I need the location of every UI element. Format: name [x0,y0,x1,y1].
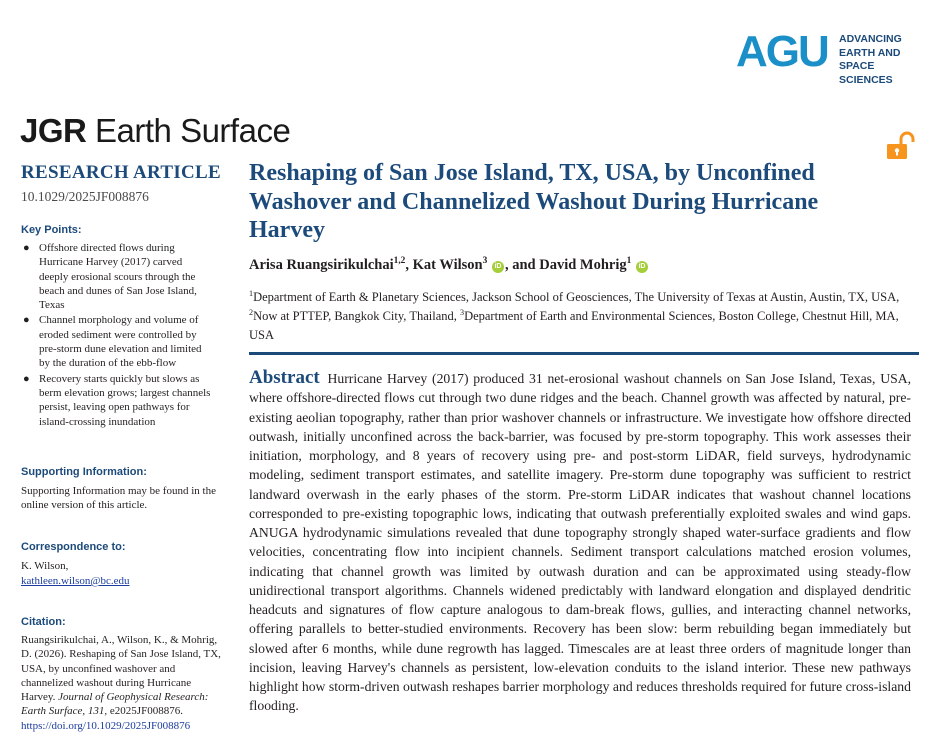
agu-logo-mark: AGU [736,27,828,76]
open-lock-icon[interactable] [886,131,918,161]
affiliation-text: Department of Earth and Environmental Sciences, Boston College, Chestnut Hill, MA, USA [249,309,899,342]
key-point-text: Channel morphology and volume of eroded sediment were controlled by pre-storm dune elevation and limited by the duration of the ebb-flow [39,314,202,370]
affiliation-text: Now at PTTEP, Bangkok City, Thailand, [253,309,460,323]
orcid-icon[interactable]: iD [636,261,648,273]
affiliation-marker: 3 [460,307,465,317]
key-point [21,372,213,429]
bullet-icon: ● [23,372,30,385]
agu-tagline-line: EARTH AND [839,46,901,59]
author-separator: , [405,257,413,273]
journal-name [20,112,290,150]
author-separator: , and [504,257,540,273]
article-doi[interactable]: 10.1029/2025JF008876 [21,189,149,204]
citation-id: e2025JF008876. [107,705,183,718]
article-title: Reshaping of San Jose Island, TX, USA, by Unconfined Washover and Channelized Washout During Hurricane Harvey [249,160,819,243]
author-affiliation-marker: 1 [626,256,632,267]
abstract-text: Hurricane Harvey (2017) produced 31 net-erosional washout channels on San Jose Island, Texas, USA, where offshore-directed flows cut through two dune ridges and the beach. Channel growth was affected by natural, pre-existing aeolian topography, rather than prior washover channels or infrastructure. We investigate how offshore directed outwash, initially unconfined across the back-barrier, was focused by pre-storm topography. This work assesses their initiation, morphology, and 8 years of recovery using pre- and post-storm LiDAR, field surveys, hydrodynamic modeling, sediment transport estimates, and satellite imagery. Pre-storm dune topography was sufficient to restrict landward overwash in the early phases of the storm. Pre-storm LiDAR indicates that washout channel locations corresponded to pre-existing topographic lows, indicating that outwash preferentially exploited swales and wind gaps. ANUGA hydrodynamic simulations revealed that dune topography strongly shaped water-surface gradients and flow velocities, concentrating flow into incipient channels. Sediment transport calculations matched erosion volumes, indicating that channel growth was limited by outwash duration and can be approximated using steady-flow unidirectional transport algorithms. Channels widened predictably with landward elongation and displayed dendritic headcuts and signatures of flow capture analogous to dam-break flows, gullies, and interacting channel networks, offering parallels to better-studied environments. Recovery has been slow: berm rebuilding began immediately but slowed after 6 months, while dune regrowth has lagged. Timescales are at least three orders of magnitude longer than incision, leaving Harvey's channels as persistent, low-elevation conduits to the island interior. These new pathways highlight how storm-driven outwash reshapes barrier morphology and reduces thresholds required for future cross-island flooding. [249,371,911,714]
affiliation-marker: 1 [249,288,254,298]
key-point-text: Recovery starts quickly but slows as berm elevation grows; largest channels persist, leaving open pathways for island-crossing inundation [39,372,211,428]
citation-text [21,633,221,733]
supporting-info-heading: Supporting Information: [21,466,147,478]
citation-heading: Citation: [21,616,66,628]
orcid-icon[interactable]: iD [492,261,504,273]
author-name[interactable]: David Mohrig [539,257,627,273]
key-points-list [21,241,213,430]
agu-tagline [839,33,926,87]
author-name[interactable]: Kat Wilson [412,257,483,273]
correspondence-heading: Correspondence to: [21,541,126,553]
abstract [249,368,911,716]
journal-prefix: JGR [20,112,87,149]
correspondence-email-link[interactable]: kathleen.wilson@bc.edu [21,575,130,587]
agu-tagline-line: ADVANCING [839,33,902,45]
agu-logo[interactable] [736,27,926,86]
citation-body: Ruangsirikulchai, A., Wilson, K., & Mohrig, D. (2026). Reshaping of San Jose Island, TX, USA, by unconfined washover and channelized washout during Hurricane Harvey. [21,634,221,704]
affiliation-marker: 2 [249,307,254,317]
key-point [21,241,213,312]
author-affiliation-marker: 3 [482,256,488,267]
supporting-info-text: Supporting Information may be found in the online version of this article. [21,485,216,512]
bullet-icon: ● [23,242,30,254]
key-point-text: Offshore directed flows during Hurricane Harvey (2017) carved deeply erosional scours through the beach and dunes of San Jose Island, Texas [39,242,197,312]
key-point [21,313,213,370]
author-affiliation-marker: 1,2 [393,256,406,267]
author-name[interactable]: Arisa Ruangsirikulchai [249,257,394,273]
author-list [249,257,649,274]
article-type: RESEARCH ARTICLE [21,162,221,183]
key-points-heading: Key Points: [21,224,82,236]
divider [249,352,919,355]
affiliation-text: Department of Earth & Planetary Sciences, Jackson School of Geosciences, The University of Texas at Austin, Austin, TX, USA, [253,290,900,304]
citation-journal: Journal of Geophysical Research: Earth Surface, 131, [21,691,209,718]
agu-tagline-line: SPACE SCIENCES [839,60,893,86]
correspondence-name: K. Wilson, [21,560,69,572]
bullet-icon: ● [23,314,30,327]
affiliations [249,288,909,345]
abstract-label: Abstract [249,367,320,388]
citation-doi-link[interactable]: https://doi.org/10.1029/2025JF008876 [21,719,191,732]
journal-title: Earth Surface [86,112,291,149]
